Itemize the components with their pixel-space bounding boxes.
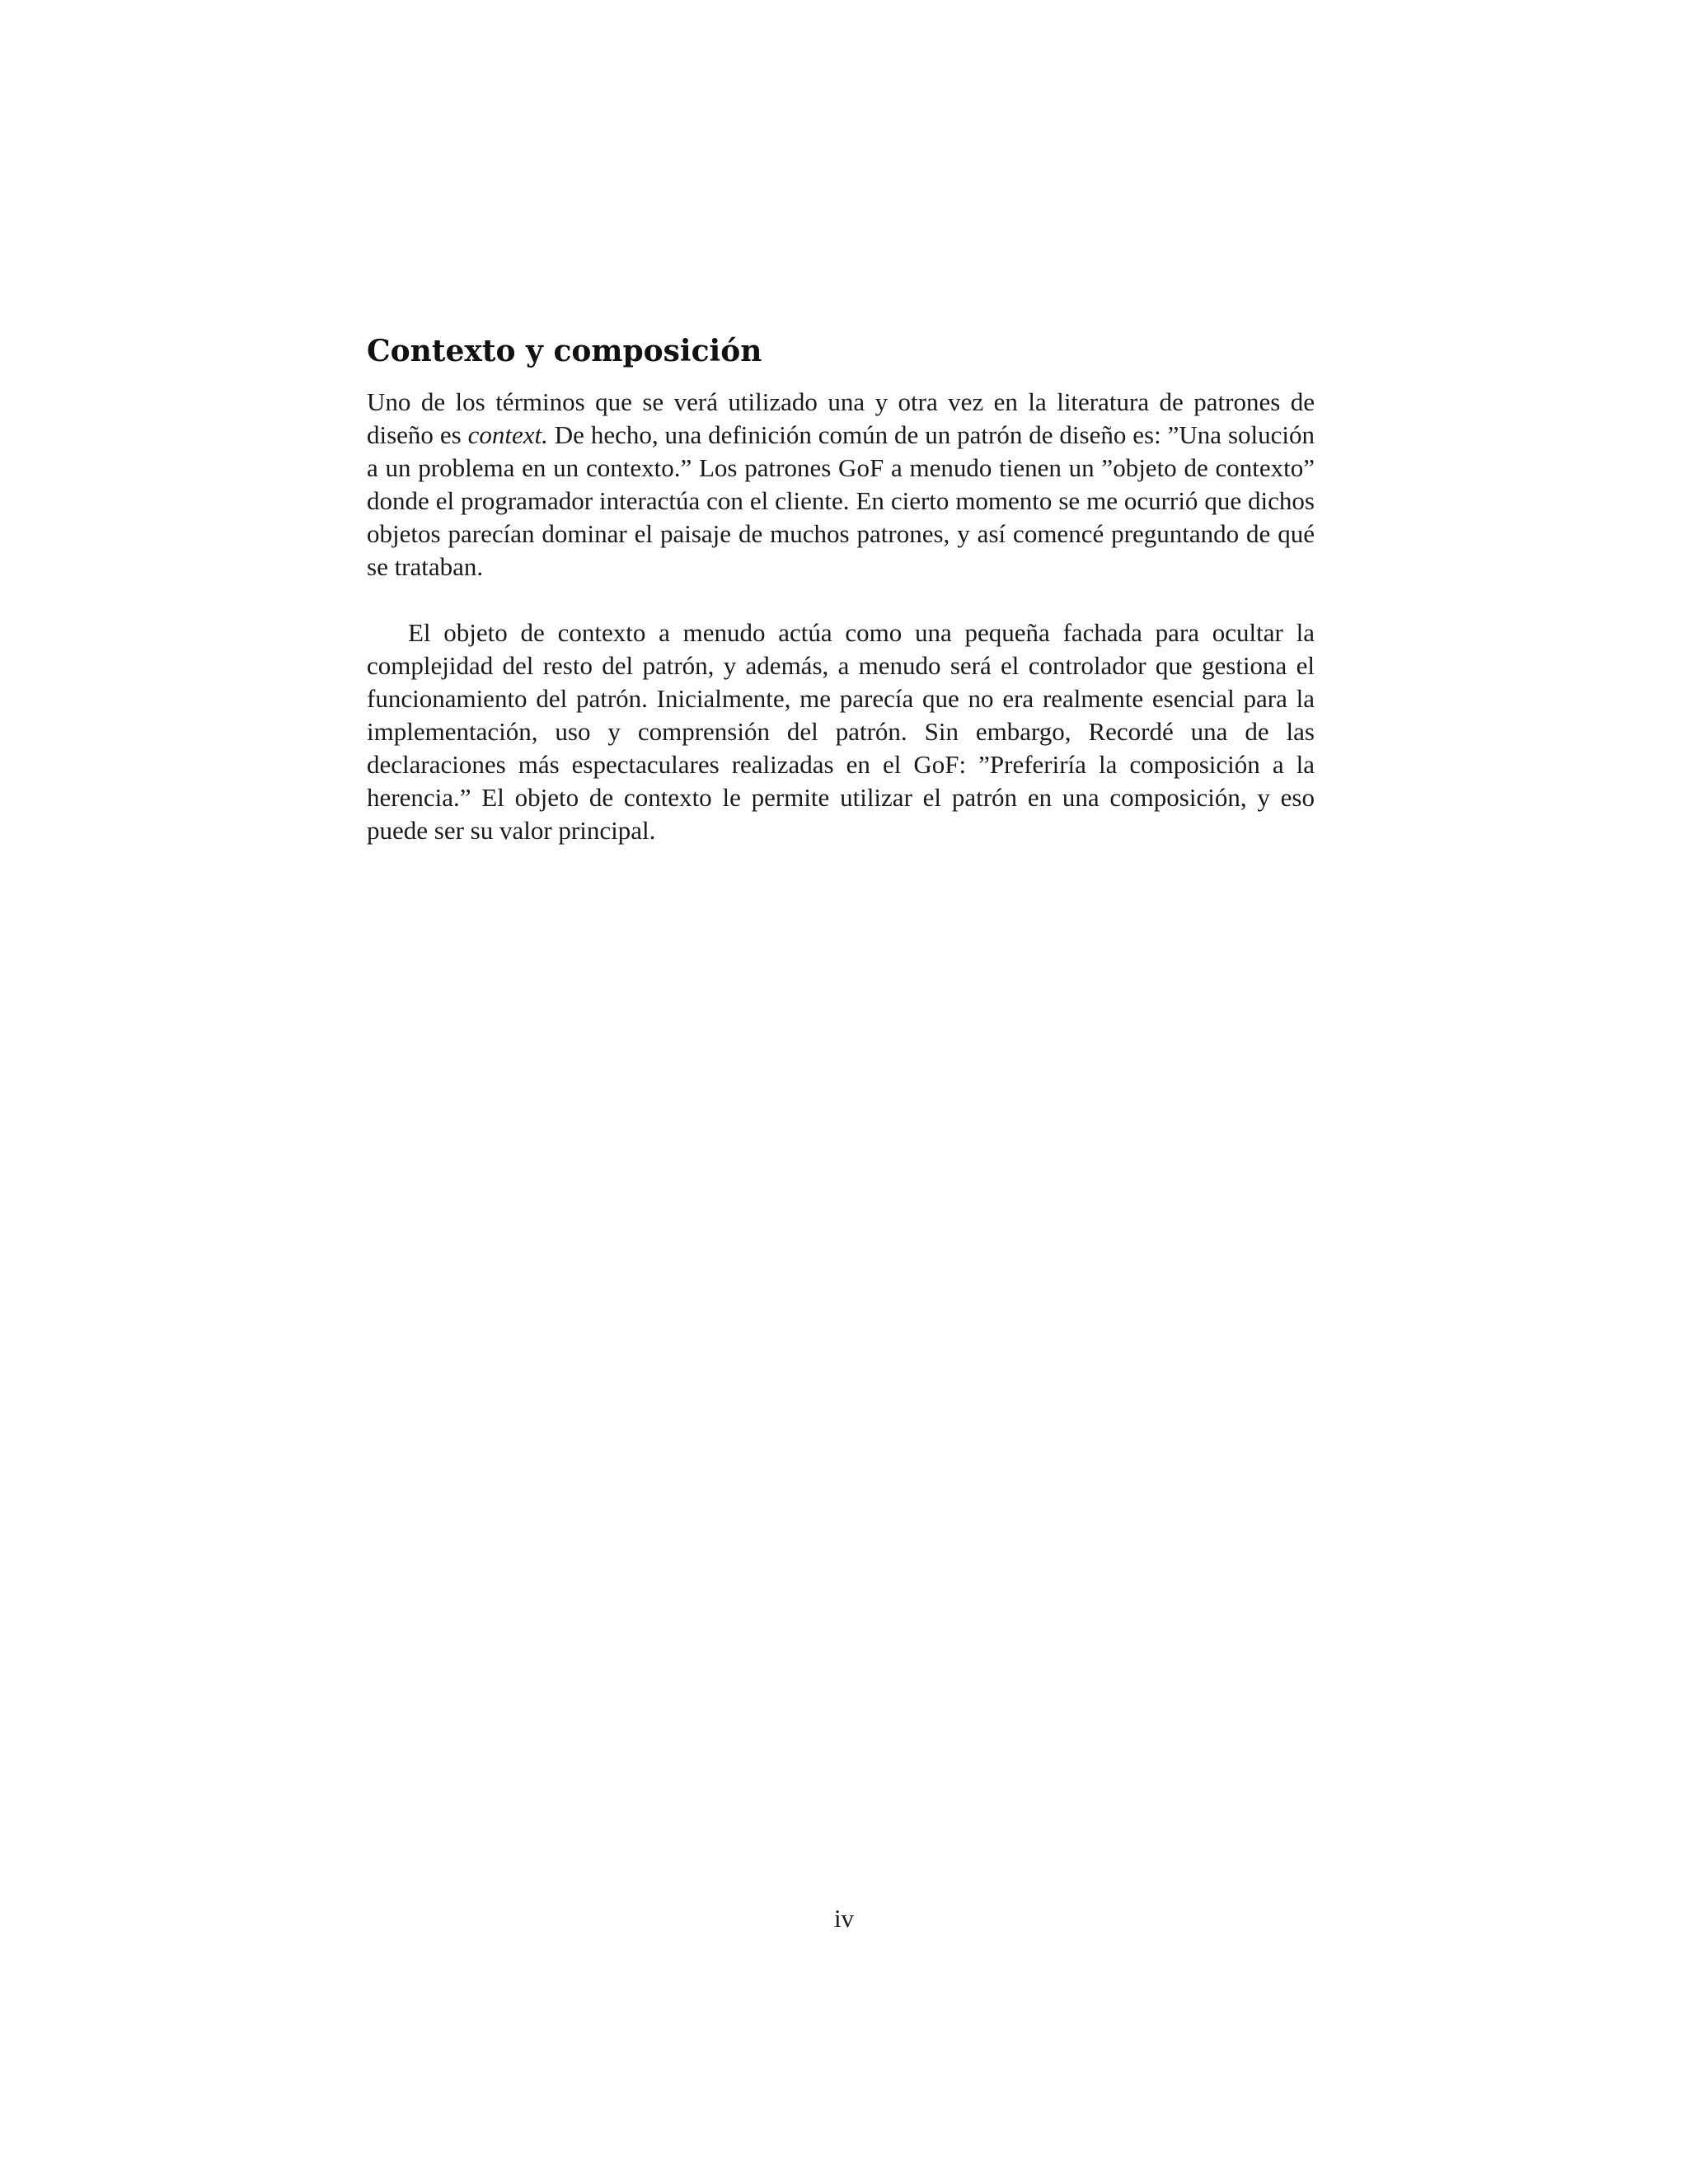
paragraph-2: El objeto de contexto a menudo actúa como una pequeña fachada para ocultar la complejidad del resto del patrón, y además, a menudo será el controlador que gestiona el funcionamiento del patrón. Inicialmente, me parecía que no era realmente esencial para la implementación, uso y comprensión del patrón. Sin embargo, Recordé una de las declaraciones más espectaculares realizadas en el GoF: ”Preferiría la composición a la herencia.” El objeto de contexto le permite utilizar el patrón en una composición, y eso puede ser su valor principal.: [367, 618, 1315, 846]
page-number: iv: [833, 1904, 855, 1933]
paragraph-1-text-end: De hecho, una definición común de un patrón de diseño es: ”Una solución a un problema en un contexto.” Los patrones GoF a menudo tienen un ”objeto de contexto” donde el programador interactúa con el cliente. En cierto momento se me ocurrió que dichos objetos parecían dominar el paisaje de muchos patrones, y así comencé preguntando de qué se trataban.: [367, 420, 1315, 582]
paragraph-1: [367, 386, 1315, 583]
section-title: Contexto y composición: [367, 334, 762, 368]
paragraph-1-text-start: Uno de los términos que se verá utilizado una y otra vez en la literatura de patrones de diseño es: [367, 387, 1315, 450]
body-text-block: [367, 334, 1315, 847]
paragraph-1-italic-term: context.: [467, 420, 548, 450]
